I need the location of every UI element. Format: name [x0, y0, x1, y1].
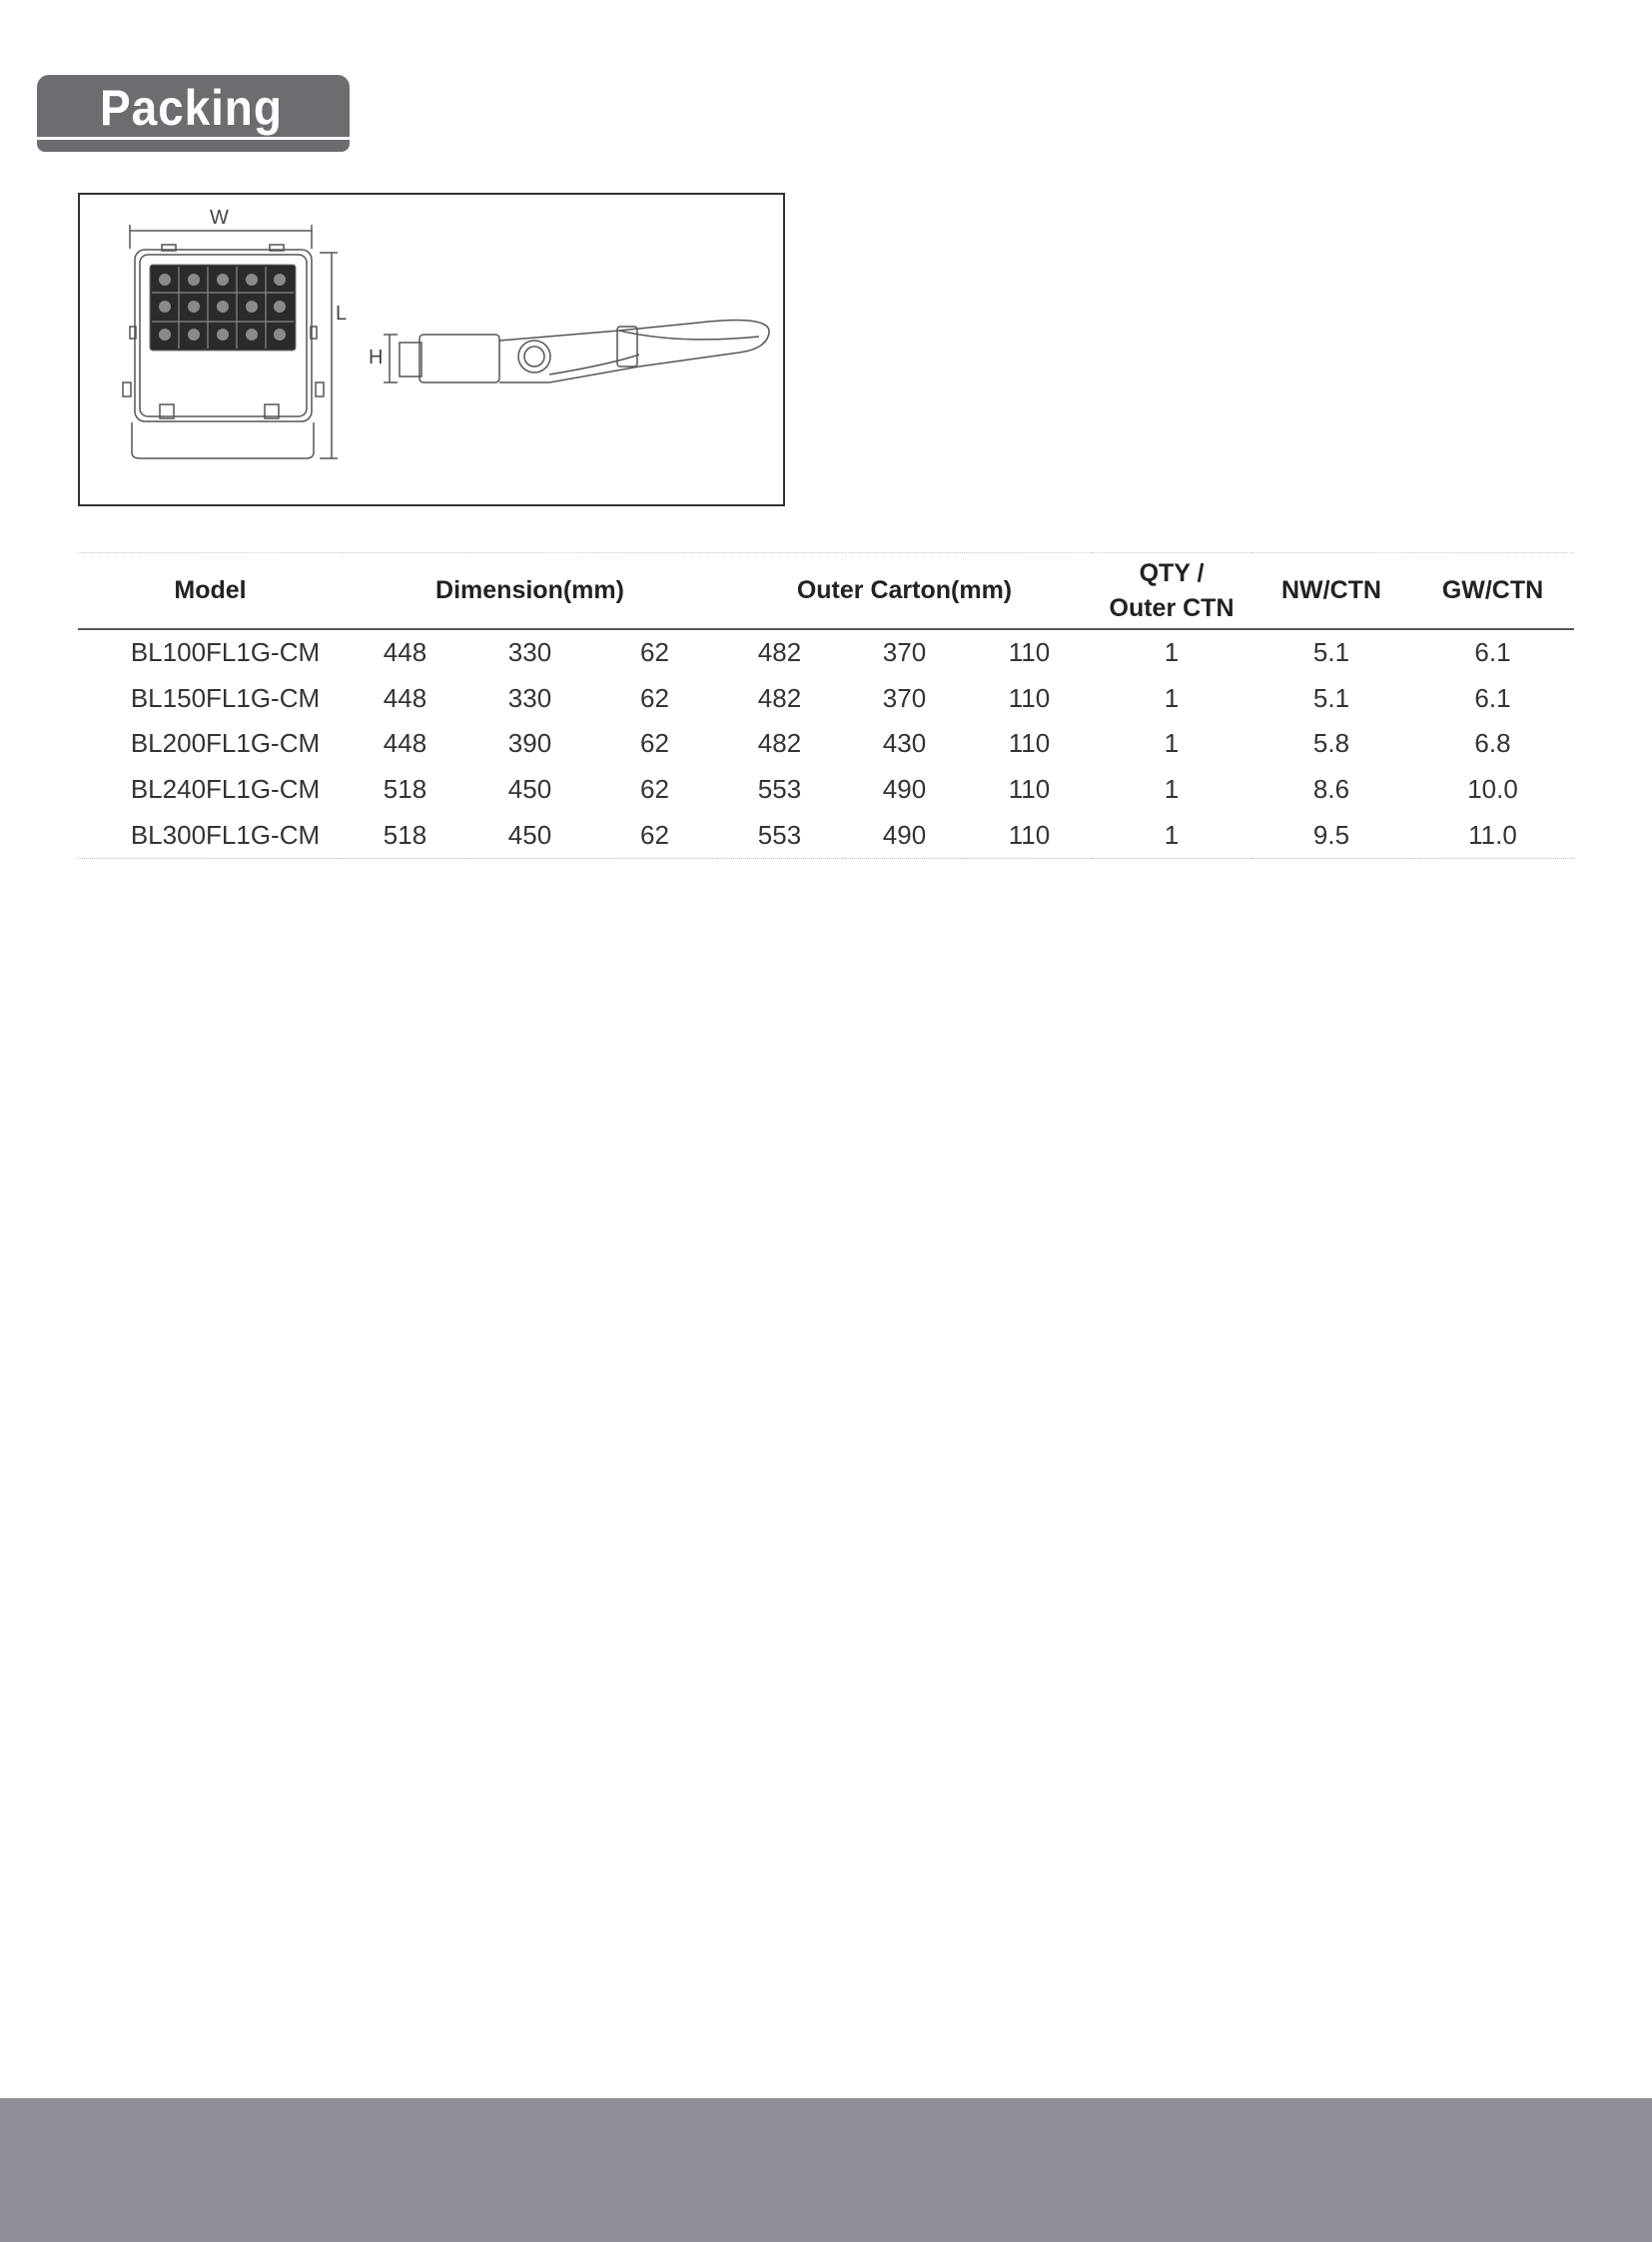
- cell-carton-w: 482: [757, 682, 802, 713]
- cell-carton-h: 110: [1008, 637, 1051, 668]
- cell-nw: 5.1: [1312, 637, 1350, 668]
- cell-carton-l: 370: [882, 682, 927, 713]
- cell-qty: 1: [1164, 774, 1180, 805]
- dimension-drawing: [78, 193, 785, 506]
- cell-carton-l: 490: [842, 812, 967, 858]
- floodlight-drawing: [80, 195, 783, 504]
- cell-qty: 1: [1164, 728, 1180, 759]
- height-label: H: [369, 347, 384, 369]
- cell-nw: 9.5: [1251, 812, 1411, 858]
- table-row: [78, 676, 1574, 722]
- cell-dim-h: 62: [640, 637, 669, 668]
- section-header-tab: [37, 75, 350, 157]
- cell-gw: 10.0: [1467, 774, 1518, 805]
- cell-dim-w: 448: [383, 637, 427, 668]
- cell-gw: 6.8: [1474, 728, 1511, 759]
- cell-carton-h: 110: [1008, 728, 1051, 759]
- table-row: [78, 629, 1574, 676]
- header-qty: [1092, 553, 1251, 630]
- cell-model: BL100FL1G-CM: [130, 637, 321, 668]
- cell-dim-l: 450: [467, 812, 592, 858]
- header-model: Model: [78, 553, 343, 630]
- cell-carton-l: 430: [882, 728, 927, 759]
- cell-dim-h: 62: [592, 812, 717, 858]
- cell-carton-w: 482: [757, 728, 802, 759]
- cell-nw: 5.8: [1312, 728, 1350, 759]
- packing-table: [78, 552, 1574, 859]
- cell-carton-h: 110: [967, 812, 1092, 858]
- cell-dim-h: 62: [640, 728, 669, 759]
- cell-dim-h: 62: [640, 682, 669, 713]
- table-row: [78, 767, 1574, 813]
- cell-nw: 8.6: [1312, 774, 1350, 805]
- header-underline: [37, 140, 350, 152]
- cell-carton-l: 370: [882, 637, 927, 668]
- length-label: L: [336, 303, 348, 325]
- cell-dim-l: 330: [507, 682, 552, 713]
- cell-gw: 6.1: [1474, 682, 1511, 713]
- cell-carton-w: 553: [717, 812, 842, 858]
- cell-gw: 11.0: [1411, 812, 1574, 858]
- cell-carton-l: 490: [882, 774, 927, 805]
- cell-qty: 1: [1092, 812, 1251, 858]
- cell-carton-w: 553: [757, 774, 802, 805]
- header-outer-carton: Outer Carton(mm): [717, 553, 1092, 630]
- header-nw: NW/CTN: [1251, 553, 1411, 630]
- cell-gw: 6.1: [1474, 637, 1511, 668]
- table-row: [78, 812, 1574, 858]
- section-title: Packing: [100, 80, 283, 136]
- cell-qty: 1: [1164, 637, 1180, 668]
- cell-qty: 1: [1164, 682, 1180, 713]
- cell-carton-h: 110: [1008, 774, 1051, 805]
- cell-carton-h: 110: [1008, 682, 1051, 713]
- cell-dim-l: 330: [507, 637, 552, 668]
- cell-nw: 5.1: [1312, 682, 1350, 713]
- cell-dim-l: 390: [507, 728, 552, 759]
- cell-model: BL150FL1G-CM: [130, 682, 321, 713]
- cell-model: BL200FL1G-CM: [130, 728, 321, 759]
- table-row: [78, 721, 1574, 767]
- width-label: W: [210, 207, 229, 229]
- table-header-row: [78, 553, 1574, 630]
- cell-dim-w: 448: [383, 682, 427, 713]
- cell-carton-w: 482: [757, 637, 802, 668]
- header-dimension: Dimension(mm): [343, 553, 717, 630]
- cell-dim-l: 450: [507, 774, 552, 805]
- cell-dim-h: 62: [640, 774, 669, 805]
- cell-dim-w: 518: [383, 774, 427, 805]
- footer-band: [0, 2098, 1652, 2242]
- cell-dim-w: 448: [383, 728, 427, 759]
- header-gw: GW/CTN: [1411, 553, 1574, 630]
- header-qty-line1: QTY /: [1139, 558, 1205, 587]
- header-qty-line2: Outer CTN: [1109, 593, 1235, 622]
- cell-model: BL300FL1G-CM: [78, 812, 343, 858]
- cell-model: BL240FL1G-CM: [130, 774, 321, 805]
- cell-dim-w: 518: [343, 812, 467, 858]
